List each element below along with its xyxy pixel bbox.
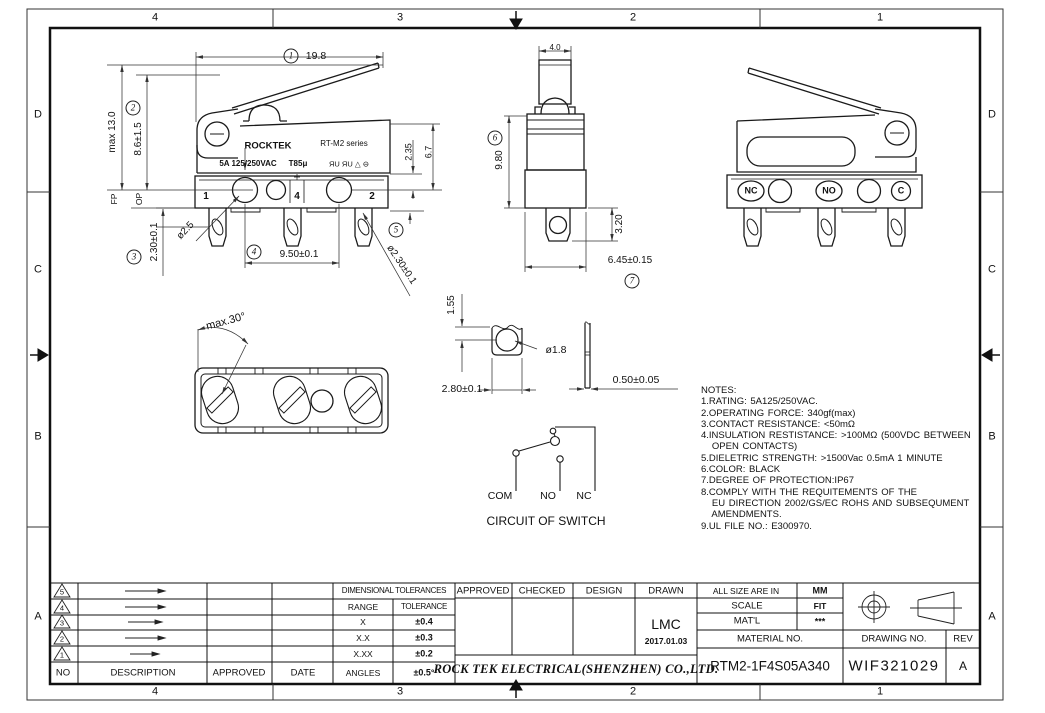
label-op: OP (133, 192, 144, 206)
zone-top-4: 4 (151, 11, 159, 24)
rev-triangle-1: 1 (59, 650, 65, 660)
dim-overall-length: 19.8 (305, 49, 327, 62)
dim-body-width: 6.45±0.15 (607, 255, 653, 266)
tb-dim-tolerances-header: DIMENSIONAL TOLERANCES (341, 586, 447, 595)
circuit-nc-label: NC (576, 489, 592, 502)
tb-tol-value-angles: ±0.5° (413, 667, 435, 678)
temp-rating-text: T85μ (288, 159, 308, 168)
zone-left-d: D (34, 108, 42, 121)
tb-tol-value-xxx: ±0.2 (415, 648, 433, 659)
zone-left-b: B (34, 430, 42, 443)
note-line: 7.DEGREE OF PROTECTION:IP67 (701, 475, 854, 487)
dim-body-depth: 9.80 (494, 150, 505, 170)
tb-matl-value: *** (814, 616, 826, 627)
dim-max-angle: max.30° (204, 310, 247, 333)
dim-hole-dia: ø2.5 (174, 219, 197, 242)
zone-bottom-1: 1 (876, 685, 884, 698)
tb-range-header: RANGE (347, 601, 379, 612)
rev-triangle-3: 3 (59, 618, 65, 628)
tb-no-header: NO (55, 667, 71, 679)
terminal-number-1: 1 (203, 191, 209, 202)
note-line: 9.UL FILE NO.: E300970. (701, 520, 812, 532)
tb-unit-value: MM (812, 585, 828, 596)
tb-drawing-no-label: DRAWING NO. (861, 633, 927, 645)
tb-tol-value-xx: ±0.3 (415, 632, 433, 643)
tb-rev-value: A (958, 659, 968, 673)
tb-material-no-label: MATERIAL NO. (737, 633, 803, 645)
circuit-caption: CIRCUIT OF SWITCH (486, 514, 606, 528)
circuit-com-label: COM (487, 489, 513, 502)
label-fp: FP (108, 193, 119, 205)
note-line: 2.OPERATING FORCE: 340gf(max) (701, 407, 856, 419)
tb-tol-range-xx: X.X (356, 632, 370, 643)
tb-description-header: DESCRIPTION (110, 667, 176, 679)
dim-terminal-width: 2.80±0.1 (441, 382, 483, 395)
series-text: RT-M2 series (320, 139, 368, 148)
tb-rev-label: REV (953, 633, 973, 645)
zone-top-2: 2 (629, 11, 637, 24)
balloon-1: 1 (284, 49, 299, 64)
tb-approved-header: APPROVED (212, 667, 266, 679)
tb-tol-value-x: ±0.4 (415, 616, 433, 627)
terminal-label-c: C (897, 185, 905, 196)
terminal-detail (492, 322, 590, 388)
tb-material-no-value: RTM2-1F4S05A340 (710, 658, 830, 674)
tb-tol-range-angles: ANGLES (345, 667, 381, 678)
dim-leg-length: 3.20 (614, 214, 625, 234)
zone-top-1: 1 (876, 11, 884, 24)
zone-bottom-4: 4 (151, 685, 159, 698)
zone-right-a: A (988, 610, 996, 623)
circuit-schematic (513, 427, 595, 491)
dim-leg-offset: 2.30±0.1 (149, 222, 160, 262)
rear-view (727, 68, 922, 246)
certification-marks: ЯU ЯU △ ⊖ (329, 159, 369, 169)
zone-right-b: B (988, 430, 996, 443)
tb-tol-range-xxx: X.XX (353, 648, 373, 659)
tb-signoff-drawn: DRAWN (648, 585, 684, 597)
zone-right-d: D (988, 108, 996, 121)
tb-scale-label: SCALE (731, 600, 763, 612)
company-name: ROCK TEK ELECTRICAL(SHENZHEN) CO.,LTD. (433, 661, 719, 676)
circuit-no-label: NO (540, 489, 556, 502)
zone-top-3: 3 (396, 11, 404, 24)
dim-leg-hole-dia: ø2.30±0.1 (384, 243, 419, 287)
bottom-view (195, 368, 388, 433)
note-line: EU DIRECTION 2002/GS/EC ROHS AND SUBSEQUMENT (701, 497, 970, 509)
tb-scale-value: FIT (813, 600, 827, 611)
note-line: AMENDMENTS. (701, 509, 782, 521)
projection-symbol (858, 591, 962, 624)
note-line: 5.DIELETRIC STRENGTH: >1500Vac 0.5mA 1 MINUTE (701, 452, 943, 464)
rev-triangle-5: 5 (59, 587, 65, 597)
bottom-view-dims (198, 327, 248, 394)
dim-terminal-hole-dia: ø1.8 (545, 343, 567, 356)
zone-right-c: C (988, 263, 996, 276)
side-view-dims (504, 43, 618, 272)
balloon-2: 2 (126, 101, 141, 116)
tb-drawn-date: 2017.01.03 (644, 635, 688, 646)
note-line: 3.CONTACT RESISTANCE: <50mΩ (701, 418, 856, 430)
dim-lever-height: 8.6±1.5 (133, 122, 144, 156)
front-view (195, 63, 390, 246)
notes-block (701, 385, 971, 532)
dim-plunger-width: 4.0 (549, 43, 561, 52)
tb-drawn-by: LMC (651, 616, 681, 632)
rev-triangle-2: 2 (59, 634, 65, 644)
dim-6-7: 6.7 (423, 145, 434, 159)
zone-left-c: C (34, 263, 42, 276)
side-view (525, 60, 586, 241)
tb-tolerance-header: TOLERANCE (400, 602, 448, 611)
balloon-5: 5 (389, 223, 404, 238)
rating-text: 5A 125/250VAC (219, 159, 277, 168)
notes-title: NOTES: (701, 385, 737, 396)
tb-signoff-design: DESIGN (585, 585, 623, 597)
terminal-label-nc: NC (744, 185, 758, 196)
balloon-4: 4 (247, 245, 262, 260)
dim-max-height: max 13.0 (107, 111, 118, 153)
balloon-3: 3 (127, 250, 142, 265)
terminal-label-no: NO (822, 185, 836, 196)
tb-signoff-checked: CHECKED (518, 585, 566, 597)
zone-bottom-2: 2 (629, 685, 637, 698)
tb-tol-range-x: X (360, 616, 366, 627)
dim-hole-offset: 1.55 (446, 295, 457, 315)
note-line: 1.RATING: 5A125/250VAC. (701, 396, 818, 408)
balloon-6: 6 (488, 131, 503, 146)
dim-terminal-thickness: 0.50±0.05 (612, 373, 660, 386)
terminal-number-4: 4 (294, 191, 300, 202)
note-line: OPEN CONTACTS) (701, 441, 798, 453)
zone-left-a: A (34, 610, 42, 623)
rev-triangle-4: 4 (59, 603, 65, 613)
brand-text: ROCKTEK (244, 140, 292, 152)
zone-bottom-3: 3 (396, 685, 404, 698)
note-line: 6.COLOR: BLACK (701, 464, 781, 476)
terminal-number-2: 2 (369, 191, 375, 202)
tb-matl-label: MAT'L (733, 615, 761, 627)
dim-2-35: 2.35 (403, 143, 414, 161)
tb-signoff-approved: APPROVED (456, 585, 510, 597)
tb-drawing-no-value: WIF321029 (848, 657, 940, 675)
tb-all-size-label: ALL SIZE ARE IN (712, 585, 780, 596)
note-line: 8.COMPLY WITH THE REQUITEMENTS OF THE (701, 486, 917, 498)
tb-date-header: DATE (290, 667, 316, 679)
balloon-7: 7 (625, 274, 640, 289)
note-line: 4.INSULATION RESTISTANCE: >100MΩ (500VDC BETWEEN (701, 430, 971, 442)
dim-terminal-pitch: 9.50±0.1 (279, 249, 319, 260)
